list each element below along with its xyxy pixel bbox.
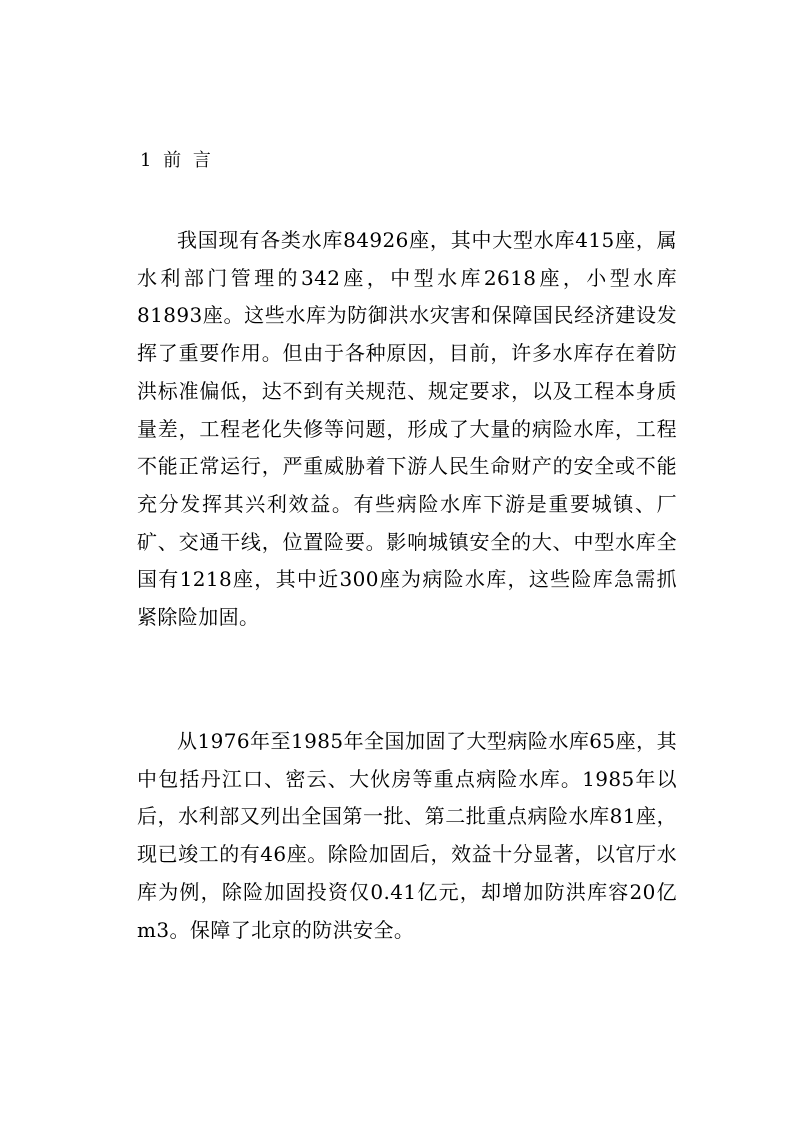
paragraph-2: 从1976年至1985年全国加固了大型病险水库65座，其中包括丹江口、密云、大伙房等重点病险水库。1985年以后，水利部又列出全国第一批、第二批重点病险水库81座，现已竣工的有46座。除险加固后，效益十分显著，以官厅水库为例，除险加固投资仅0.41亿元，却增加防洪库容20亿m3。保障了北京的防洪安全。 bbox=[137, 729, 677, 942]
section-heading: 1 前 言 bbox=[140, 150, 214, 171]
paragraph-1: 我国现有各类水库84926座，其中大型水库415座，属水利部门管理的342座，中型水库2618座，小型水库81893座。这些水库为防御洪水灾害和保障国民经济建设发挥了重要作用。但由于各种原因，目前，许多水库存在着防洪标准偏低，达不到有关规范、规定要求，以及工程本身质量差，工程老化失修等问题，形成了大量的病险水库，工程不能正常运行，严重威胁着下游人民生命财产的安全或不能充分发挥其兴利效益。有些病险水库下游是重要城镇、厂矿、交通干线，位置险要。影响城镇安全的大、中型水库全国有1218座，其中近300座为病险水库，这些险库急需抓紧除险加固。 bbox=[137, 228, 677, 630]
